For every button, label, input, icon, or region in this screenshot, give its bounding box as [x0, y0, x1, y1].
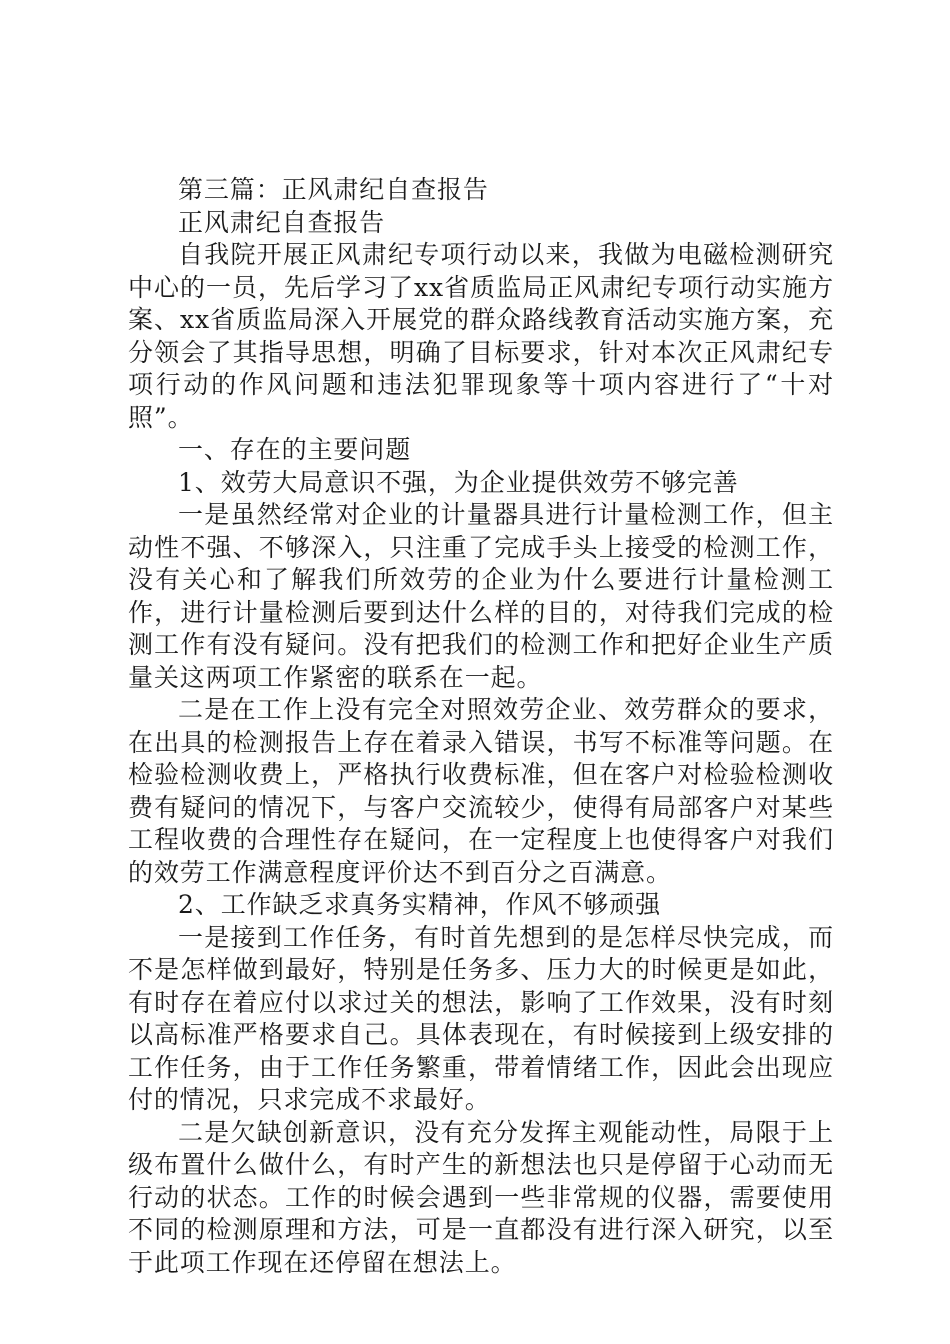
subheading-work-style: 2、工作缺乏求真务实精神，作风不够顽强	[178, 890, 662, 919]
chapter-title: 第三篇：正风肃纪自查报告	[178, 175, 489, 204]
intro-paragraph: 自我院开展正风肃纪专项行动以来，我做为电磁检测研究中心的一员，先后学习了xx省质监局正风肃纪专项行动实施方案、xx省质监局深入开展党的群众路线教育活动实施方案，充分领会了其指导思想，明确了目标要求，针对本次正风肃纪专项行动的作风问题和违法犯罪现象等十项内容进行了“十对照”。	[128, 240, 834, 432]
body-paragraph: 二是欠缺创新意识，没有充分发挥主观能动性，局限于上级布置什么做什么，有时产生的新想法也只是停留于心动而无行动的状态。工作的时候会遇到一些非常规的仪器，需要使用不同的检测原理和方法，可是一直都没有进行深入研究，以至于此项工作现在还停留在想法上。	[128, 1117, 834, 1277]
subheading-service-awareness: 1、效劳大局意识不强，为企业提供效劳不够完善	[178, 467, 739, 497]
report-title: 正风肃纪自查报告	[178, 207, 386, 237]
body-paragraph: 二是在工作上没有完全对照效劳企业、效劳群众的要求，在出具的检测报告上存在着录入错误，书写不标准等问题。在检验检测收费上，严格执行收费标准，但在客户对检验检测收费有疑问的情况下，与客户交流较少，使得有局部客户对某些工程收费的合理性存在疑问，在一定程度上也使得客户对我们的效劳工作满意程度评价达不到百分之百满意。	[128, 695, 834, 887]
section-heading-main-problems: 一、存在的主要问题	[178, 435, 412, 464]
body-paragraph: 一是接到工作任务，有时首先想到的是怎样尽快完成，而不是怎样做到最好，特别是任务多、压力大的时候更是如此，有时存在着应付以求过关的想法，影响了工作效果，没有时刻以高标准严格要求自己。具体表现在，有时候接到上级安排的工作任务，由于工作任务繁重，带着情绪工作，因此会出现应付的情况，只求完成不求最好。	[128, 922, 834, 1114]
document-body	[128, 174, 834, 1279]
body-paragraph: 一是虽然经常对企业的计量器具进行计量检测工作，但主动性不强、不够深入，只注重了完成手头上接受的检测工作，没有关心和了解我们所效劳的企业为什么要进行计量检测工作，进行计量检测后要到达什么样的目的，对待我们完成的检测工作有没有疑问。没有把我们的检测工作和把好企业生产质量关这两项工作紧密的联系在一起。	[128, 500, 834, 692]
